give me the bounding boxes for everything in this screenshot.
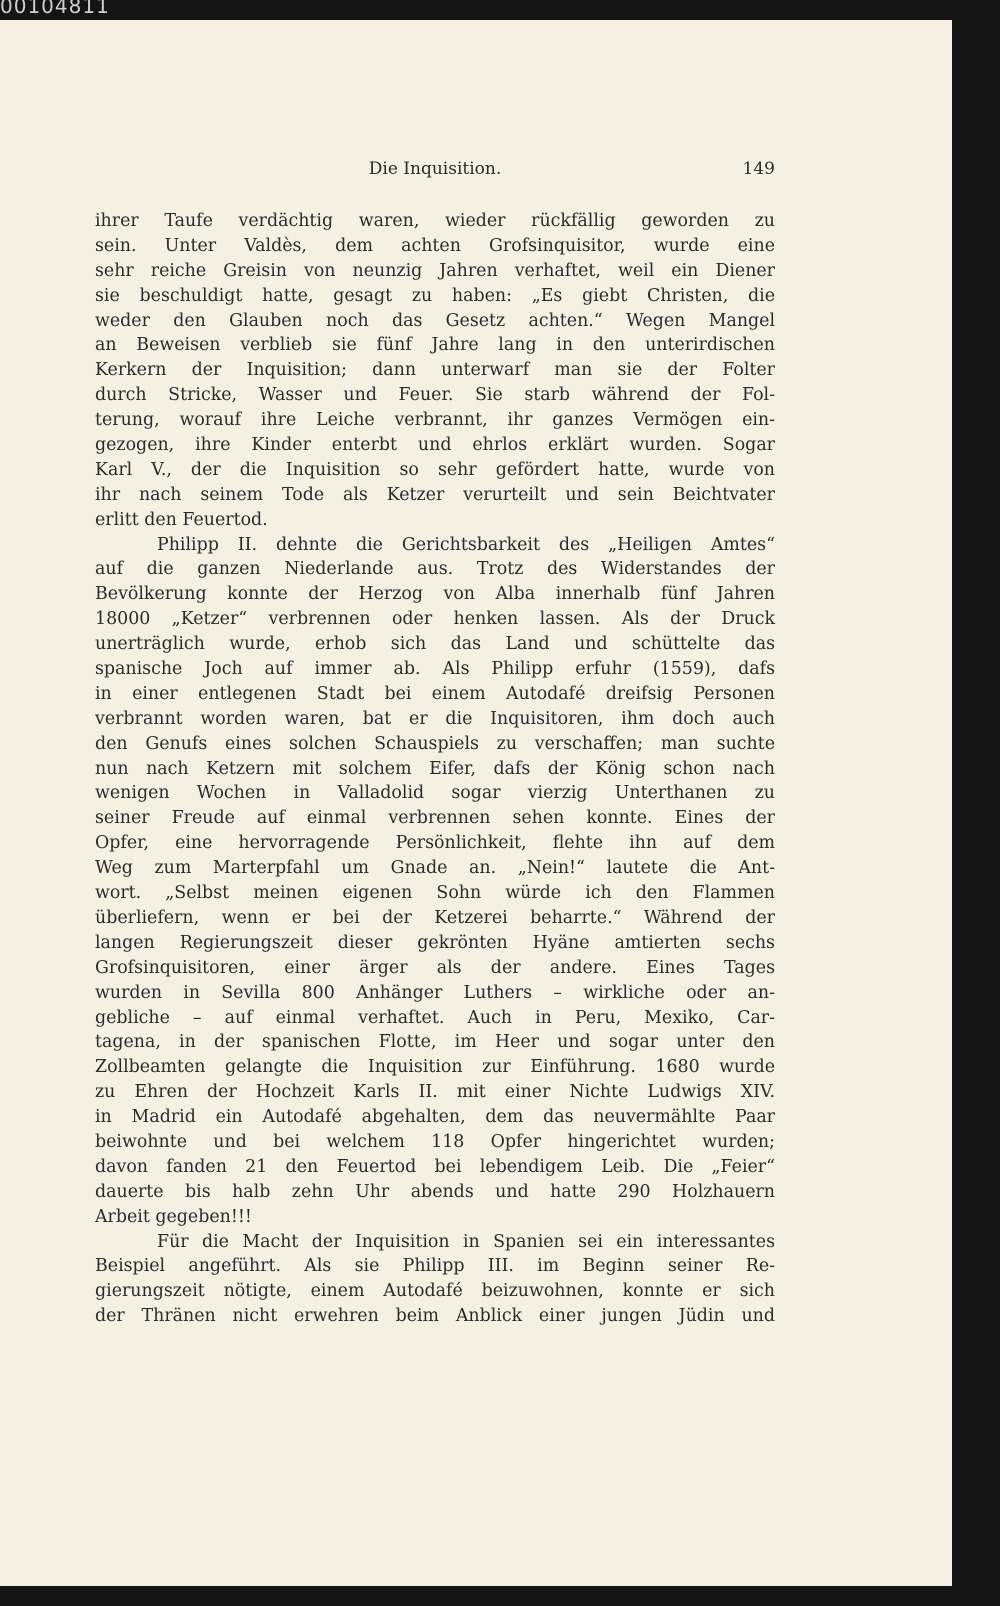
running-title: Die Inquisition. [368,159,502,179]
text-line: wurden in Sevilla 800 Anhänger Luthers – wirkliche oder an- [95,982,775,1003]
scan-reference-code: 00104811 [0,0,110,18]
text-line: durch Stricke, Wasser und Feuer. Sie starb während der Fol- [95,385,775,406]
text-line: 18000 „Ketzer“ verbrennen oder henken lassen. Als der Druck [95,609,775,630]
text-line: wort. „Selbst meinen eigenen Sohn würde ich den Flammen [95,883,775,904]
text-line: überliefern, wenn er bei der Ketzerei beharrte.“ Während der [95,907,775,928]
text-line: auf die ganzen Niederlande aus. Trotz des Widerstandes der [95,559,775,580]
page-number: 149 [742,159,775,179]
text-line: den Genufs eines solchen Schauspiels zu verschaffen; man suchte [95,733,775,754]
text-line: Karl V., der die Inquisition so sehr gefördert hatte, wurde von [95,459,775,480]
running-header [95,159,775,189]
book-page [0,20,952,1586]
text-line: der Thränen nicht erwehren beim Anblick einer jungen Jüdin und [95,1306,775,1327]
text-line: ihrer Taufe verdächtig waren, wieder rückfällig geworden zu [95,211,775,231]
text-line: gebliche – auf einmal verhaftet. Auch in Peru, Mexiko, Car- [95,1007,775,1028]
text-line: ihr nach seinem Tode als Ketzer verurteilt und sein Beichtvater [95,484,775,505]
text-line: Beispiel angeführt. Als sie Philipp III. im Beginn seiner Re- [95,1256,775,1277]
text-line: Arbeit gegeben!!! [95,1206,252,1227]
text-line: tagena, in der spanischen Flotte, im Heer und sogar unter den [95,1032,775,1053]
body-text [95,209,775,1329]
text-line: gierungszeit nötigte, einem Autodafé beizuwohnen, konnte er sich [95,1281,775,1302]
text-line: sie beschuldigt hatte, gesagt zu haben: „Es giebt Christen, die [95,285,775,306]
text-line: beiwohnte und bei welchem 118 Opfer hingerichtet wurden; [95,1131,775,1152]
text-line: davon fanden 21 den Feuertod bei lebendigem Leib. Die „Feier“ [95,1156,775,1177]
text-line: in Madrid ein Autodafé abgehalten, dem das neuvermählte Paar [95,1107,775,1128]
text-line: an Beweisen verblieb sie fünf Jahre lang in den unterirdischen [95,335,775,356]
text-line: terung, worauf ihre Leiche verbrannt, ihr ganzes Vermögen ein- [95,410,775,431]
text-line: zu Ehren der Hochzeit Karls II. mit einer Nichte Ludwigs XIV. [95,1082,775,1103]
text-line: dauerte bis halb zehn Uhr abends und hatte 290 Holzhauern [95,1181,775,1202]
paragraph [95,209,775,533]
text-line: seiner Freude auf einmal verbrennen sehen konnte. Eines der [95,808,775,829]
text-line: Bevölkerung konnte der Herzog von Alba innerhalb fünf Jahren [95,584,775,605]
text-line: erlitt den Feuertod. [95,509,268,530]
text-line: wenigen Wochen in Valladolid sogar vierzig Unterthanen zu [95,783,775,804]
text-line: sehr reiche Greisin von neunzig Jahren verhaftet, weil ein Diener [95,260,775,281]
text-line: gezogen, ihre Kinder enterbt und ehrlos erklärt wurden. Sogar [95,435,775,456]
text-line: langen Regierungszeit dieser gekrönten Hyäne amtierten sechs [95,932,775,953]
text-line: unerträglich wurde, erhob sich das Land und schüttelte das [95,634,775,655]
text-line: Weg zum Marterpfahl um Gnade an. „Nein!“ lautete die Ant- [95,858,775,879]
text-line: Opfer, eine hervorragende Persönlichkeit, flehte ihn auf dem [95,833,775,854]
text-line: Kerkern der Inquisition; dann unterwarf man sie der Folter [95,360,775,381]
text-line: sein. Unter Valdès, dem achten Grofsinquisitor, wurde eine [95,235,775,256]
text-line: Grofsinquisitoren, einer ärger als der andere. Eines Tages [95,957,775,978]
paragraph [95,1230,775,1330]
text-line: in einer entlegenen Stadt bei einem Autodafé dreifsig Personen [95,683,775,704]
text-line: weder den Glauben noch das Gesetz achten.“ Wegen Mangel [95,310,775,331]
paragraph [95,533,775,1230]
text-line: Für die Macht der Inquisition in Spanien sei ein interessantes [157,1231,775,1252]
text-line: nun nach Ketzern mit solchem Eifer, dafs der König schon nach [95,758,775,779]
text-line: Philipp II. dehnte die Gerichtsbarkeit des „Heiligen Amtes“ [157,534,775,555]
text-line: Zollbeamten gelangte die Inquisition zur Einführung. 1680 wurde [95,1057,775,1078]
text-line: spanische Joch auf immer ab. Als Philipp erfuhr (1559), dafs [95,659,775,680]
text-line: verbrannt worden waren, bat er die Inquisitoren, ihm doch auch [95,708,775,729]
